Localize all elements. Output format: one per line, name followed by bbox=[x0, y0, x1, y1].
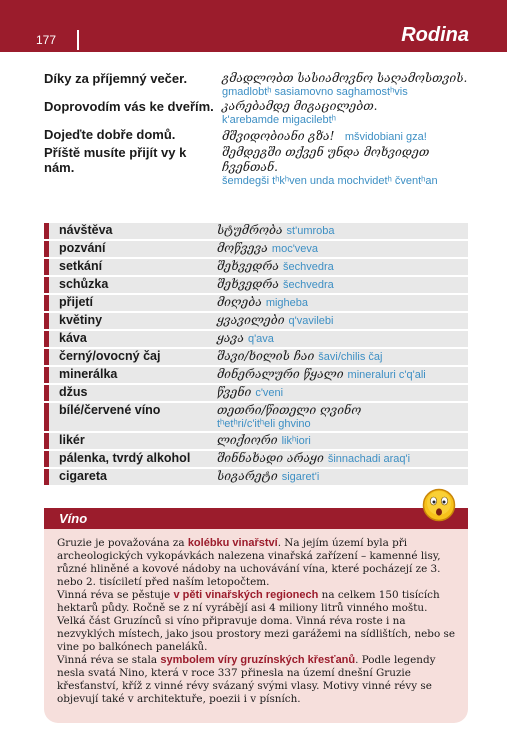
surprised-smiley-icon bbox=[422, 488, 456, 522]
vocab-transcription: šechvedra bbox=[282, 261, 334, 273]
vocab-row bbox=[44, 241, 468, 259]
vocab-transcription: st'umroba bbox=[286, 225, 335, 237]
vocab-row bbox=[44, 385, 468, 403]
vocab-czech: černý/ovocný čaj bbox=[59, 349, 161, 363]
vocab-czech: přijetí bbox=[59, 295, 94, 309]
vocab-transcription: q'vavilebi bbox=[288, 315, 334, 327]
phrase-list bbox=[44, 71, 474, 188]
phrase-row bbox=[44, 71, 474, 99]
vocab-transcription: šechvedra bbox=[282, 279, 334, 291]
vocab-georgian: სტუმრობა bbox=[217, 223, 283, 237]
vocab-georgian-cell bbox=[217, 295, 468, 311]
vocab-georgian: ყვავილები bbox=[217, 313, 285, 327]
highlight-text: symbolem víry gruzínských křesťanů bbox=[160, 654, 356, 666]
vocab-transcription: šavi/chilis čaj bbox=[318, 351, 383, 363]
vocab-georgian: შავი/ხილის ჩაი bbox=[217, 349, 315, 363]
highlight-text: kolébku vinařství bbox=[187, 537, 278, 549]
info-paragraph bbox=[57, 537, 459, 589]
vocab-row bbox=[44, 403, 468, 433]
text-run: Vinná réva se pěstuje bbox=[57, 589, 174, 601]
phrase-georgian: კარებამდე მიგაცილებთ. bbox=[222, 99, 378, 113]
vocab-transcription: šinnachadi araq'i bbox=[327, 453, 411, 465]
vocab-czech: setkání bbox=[59, 259, 103, 273]
vocab-georgian-cell bbox=[217, 451, 468, 467]
vocab-czech: džus bbox=[59, 385, 88, 399]
vocab-georgian: წვენი bbox=[217, 385, 252, 399]
vocab-transcription: c'veni bbox=[255, 387, 284, 399]
vocab-czech: pálenka, tvrdý alkohol bbox=[59, 451, 191, 465]
text-run: . Na jejím území byla při archeologických vykopávkách nalezena vinařská zařízení – kamenné lisy, různé hliněné a kovové nádoby na uchovávání vína, které pocházejí ze 3. nebo 2. tisíciletí před naším letopočtem. bbox=[57, 537, 441, 588]
highlight-text: v pěti vinařských regionech bbox=[173, 589, 319, 601]
phrase-transcription: mšvidobiani gza! bbox=[344, 131, 427, 143]
vocab-transcription: sigaret'i bbox=[281, 471, 320, 483]
vocab-row bbox=[44, 469, 468, 487]
page-number: 177 bbox=[36, 33, 57, 47]
vocab-transcription: moc'veva bbox=[271, 243, 319, 255]
vocab-row bbox=[44, 367, 468, 385]
vocab-row bbox=[44, 313, 468, 331]
vocab-georgian: ყავა bbox=[217, 331, 244, 345]
vocab-georgian-cell bbox=[217, 367, 468, 383]
info-box-body bbox=[57, 537, 459, 706]
vocab-georgian: შინნახადი არაყი bbox=[217, 451, 324, 465]
vocab-georgian-cell bbox=[217, 277, 468, 293]
phrase-czech: Díky za příjemný večer. bbox=[44, 71, 188, 86]
vocab-georgian-cell bbox=[217, 349, 468, 365]
text-run: Vinná réva se stala bbox=[57, 654, 161, 666]
vocab-georgian-cell bbox=[217, 259, 468, 275]
vocab-transcription: likʰiori bbox=[281, 435, 311, 447]
phrase-georgian-cell bbox=[222, 145, 474, 188]
vocab-czech: cigareta bbox=[59, 469, 107, 483]
vocab-georgian-cell bbox=[217, 385, 468, 401]
phrase-georgian-cell bbox=[222, 71, 474, 99]
vocab-georgian: სიგარეტი bbox=[217, 469, 278, 483]
vocab-row bbox=[44, 259, 468, 277]
phrase-row bbox=[44, 145, 474, 188]
vocab-czech: bílé/červené víno bbox=[59, 403, 161, 417]
vocab-georgian: თეთრი/წითელი ღვინო bbox=[217, 403, 362, 417]
vocab-row bbox=[44, 295, 468, 313]
vocab-georgian: შეხვედრა bbox=[217, 277, 279, 291]
vocab-georgian-cell bbox=[217, 433, 468, 449]
vocab-transcription: migheba bbox=[265, 297, 309, 309]
vocab-czech: květiny bbox=[59, 313, 103, 327]
vocab-georgian-cell bbox=[217, 331, 468, 347]
info-paragraph bbox=[57, 654, 459, 706]
info-paragraph bbox=[57, 589, 459, 654]
vocab-czech: káva bbox=[59, 331, 87, 345]
vocab-transcription: q'ava bbox=[247, 333, 274, 345]
phrase-czech: Doprovodím vás ke dveřím. bbox=[44, 99, 214, 114]
chapter-title: Rodina bbox=[401, 24, 469, 46]
phrase-georgian-cell bbox=[222, 99, 474, 127]
vocab-georgian: შეხვედრა bbox=[217, 259, 279, 273]
info-box-wine bbox=[44, 508, 468, 723]
page-header bbox=[0, 0, 507, 52]
phrase-row bbox=[44, 99, 474, 127]
phrase-georgian: მშვიდობიანი გზა! bbox=[222, 129, 335, 143]
vocab-czech: návštěva bbox=[59, 223, 113, 237]
vocab-czech: schůzka bbox=[59, 277, 109, 291]
vocab-georgian-cell bbox=[217, 469, 468, 485]
vocab-czech: likér bbox=[59, 433, 85, 447]
vocab-georgian: მიღება bbox=[217, 295, 262, 309]
vocab-row bbox=[44, 223, 468, 241]
vocab-georgian: მინერალური წყალი bbox=[217, 367, 344, 381]
phrase-czech: Dojeďte dobře domů. bbox=[44, 127, 176, 142]
text-run: na celkem 150 tisících hektarů půdy. Ročně se z ní vyrábějí asi 4 miliony litrů vinného moštu. Velká část Gruzínců si víno připravuje doma. Vinná réva roste i na nezvyklých místech, jako jsou prostory mezi garážemi na sídlištích, nebo se vine po balkónech paneláků. bbox=[57, 589, 455, 653]
vocab-row bbox=[44, 433, 468, 451]
vocabulary-table bbox=[44, 223, 468, 487]
phrase-czech: Příště musíte přijít vy k nám. bbox=[44, 145, 187, 175]
vocab-czech: minerálka bbox=[59, 367, 118, 381]
text-run: . Podle legendy nesla svatá Nino, která v roce 337 přinesla na území dnešní Gruzie křesťanství, kříž z vinné révy svázaný svými vlasy. Motivy vinné révy se objevují také v architektuře, poezii i v písních. bbox=[57, 654, 436, 705]
vocab-georgian-cell bbox=[217, 313, 468, 329]
vocab-georgian-cell bbox=[217, 241, 468, 257]
phrase-transcription: k'arebamde migacilebtʰ bbox=[222, 114, 336, 126]
vocab-georgian: მოწვევა bbox=[217, 241, 268, 255]
phrase-georgian: შემდეგში თქვენ უნდა მოხვიდეთ ჩვენთან. bbox=[222, 145, 430, 174]
vocab-georgian: ლიქიორი bbox=[217, 433, 278, 447]
text-run: Gruzie je považována za bbox=[57, 537, 188, 549]
vocab-czech: pozvání bbox=[59, 241, 106, 255]
vocab-row bbox=[44, 349, 468, 367]
phrase-transcription: gmadlobtʰ sasiamovno saghamostʰvis bbox=[222, 86, 408, 98]
page-number-divider bbox=[77, 30, 79, 50]
phrase-transcription: šemdegši tʰkʰven unda mochvidetʰ čventʰan bbox=[222, 175, 438, 187]
vocab-row bbox=[44, 277, 468, 295]
info-box-title: Víno bbox=[59, 511, 88, 526]
phrase-georgian-cell bbox=[222, 127, 474, 145]
vocab-row bbox=[44, 331, 468, 349]
info-box-header bbox=[44, 508, 468, 529]
vocab-georgian-cell bbox=[217, 223, 468, 239]
vocab-transcription: tʰetʰri/c'itʰeli ghvino bbox=[217, 418, 311, 430]
phrase-row bbox=[44, 127, 474, 145]
vocab-transcription: mineraluri c'q'ali bbox=[347, 369, 426, 381]
vocab-row bbox=[44, 451, 468, 469]
vocab-georgian-cell bbox=[217, 403, 468, 431]
phrase-georgian: გმადლობთ სასიამოვნო საღამოსთვის. bbox=[222, 71, 468, 85]
